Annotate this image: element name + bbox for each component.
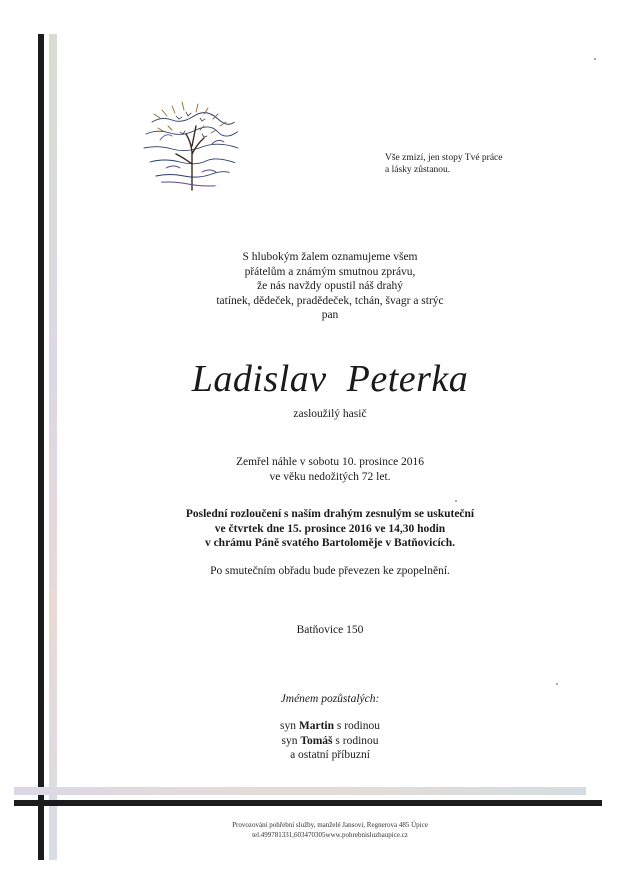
family-member [60,719,600,734]
motto [385,152,535,176]
announcement [60,250,600,323]
family-list [60,719,600,763]
family-prefix: syn [281,734,298,747]
scan-speck [556,683,558,685]
frame-line-vertical-black [38,34,44,860]
scan-speck [594,58,596,60]
frame-line-horizontal-tinted [14,787,586,795]
announcement-line: S hlubokým žalem oznamujeme všem [242,251,418,263]
frame-line-vertical-tinted [49,34,57,860]
announcement-line: pan [321,309,339,321]
farewell-line: ve čtvrtek dne 15. prosince 2016 ve 14,30 hodin [214,522,446,535]
footer-line: tel.499781331,603470305www.pohrebnisluzbaupice.cz [252,831,408,839]
farewell-line: Poslední rozloučení s naším drahým zesnulým se uskuteční [185,508,475,520]
family-member [60,734,600,749]
farewell-line: v chrámu Páně svatého Bartoloměje v Batňovicích. [204,537,456,549]
footer-line: Provozování pohřební služby, manželé Jansovi, Regnerova 485 Úpice [232,821,428,829]
address: Batňovice 150 [296,624,364,636]
family-suffix: a ostatní příbuzní [290,749,370,761]
death-line: ve věku nedožitých 72 let. [269,470,391,483]
motto-line: Vše zmizí, jen stopy Tvé práce [385,153,503,163]
death-notice [60,455,600,484]
announcement-line: tatínek, dědeček, pradědeček, tchán, švagr a strýc [216,294,444,307]
announcement-line: že nás navždy opustil náš drahý [257,280,403,292]
on-behalf-heading: Jménem pozůstalých: [280,693,380,705]
death-line: Zemřel náhle v sobotu 10. prosince 2016 [235,456,425,468]
cremation-note: Po smutečním obřadu bude převezen ke zpopelnění. [210,565,450,577]
deceased-name: Ladislav Peterka [191,358,469,400]
family-prefix: syn [280,720,296,732]
family-member [60,748,600,763]
frame-line-horizontal-black [14,800,602,806]
announcement-line: přátelům a známým smutnou zprávu, [244,265,416,278]
family-suffix: s rodinou [336,720,380,732]
footer [60,820,600,840]
farewell-details [60,507,600,551]
family-name: Tomáš [300,734,333,747]
family-name: Martin [298,720,334,732]
deceased-title: zasloužilý hasič [293,408,367,420]
motto-line: a lásky zůstanou. [385,165,451,175]
tree-illustration-icon [142,92,240,194]
scan-speck [455,500,457,502]
family-suffix: s rodinou [335,734,379,747]
